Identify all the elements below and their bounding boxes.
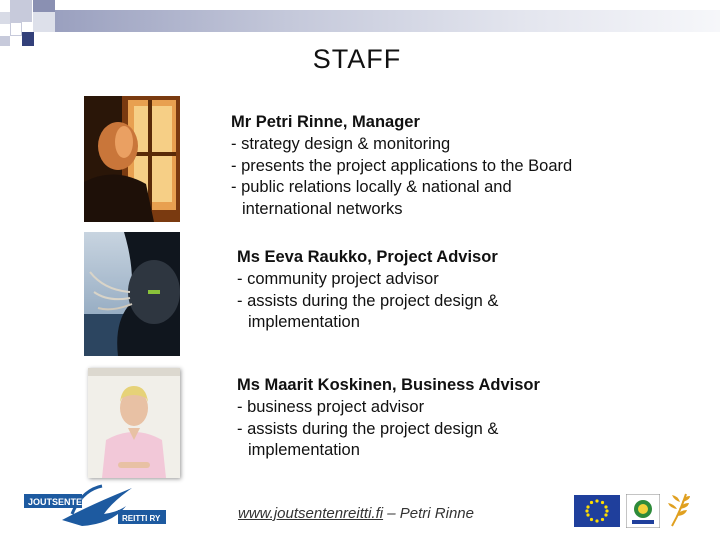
staff-duty: - strategy design & monitoring	[231, 134, 451, 153]
staff-photo-eeva	[84, 232, 180, 356]
staff-name: Mr Petri Rinne, Manager	[231, 113, 420, 131]
staff-duty: international networks	[242, 200, 403, 219]
staff-duty: - presents the project applications to the Board	[231, 156, 573, 175]
deco-square	[0, 12, 10, 24]
joutsenten-reitti-logo	[22, 484, 168, 530]
staff-name: Ms Eeva Raukko, Project Advisor	[237, 248, 498, 266]
staff-duty: - public relations locally & national and	[231, 178, 512, 197]
staff-duty: - community project advisor	[237, 269, 439, 288]
footer-credit	[238, 505, 474, 522]
staff-duty: implementation	[248, 441, 360, 460]
staff-entry-eeva	[237, 247, 498, 334]
logo-word-1: JOUTSENTEN	[28, 497, 89, 507]
slide-title: STAFF	[312, 44, 402, 74]
header-gradient-bar	[55, 10, 720, 32]
eu-flag-icon	[574, 495, 620, 527]
staff-photo-maarit	[88, 368, 180, 478]
footer-author: Petri Rinne	[399, 505, 474, 522]
deco-square	[33, 12, 55, 32]
staff-duty: implementation	[248, 313, 360, 332]
website-link[interactable]: www.joutsentenreitti.fi	[238, 505, 384, 522]
deco-square	[10, 22, 22, 36]
footer-separator: –	[383, 505, 400, 522]
staff-duty: - assists during the project design &	[237, 419, 499, 438]
staff-entry-petri	[231, 112, 572, 221]
leader-logo-icon	[626, 494, 660, 528]
staff-entry-maarit	[237, 375, 540, 462]
staff-duty: - business project advisor	[237, 397, 425, 416]
staff-name: Ms Maarit Koskinen, Business Advisor	[237, 376, 540, 394]
deco-square	[10, 0, 32, 22]
staff-duty: - assists during the project design &	[237, 291, 499, 310]
deco-square	[33, 0, 55, 12]
staff-photo-petri	[84, 96, 180, 222]
logo-word-2: REITTI RY	[122, 514, 161, 523]
wheat-logo-icon	[666, 492, 692, 528]
